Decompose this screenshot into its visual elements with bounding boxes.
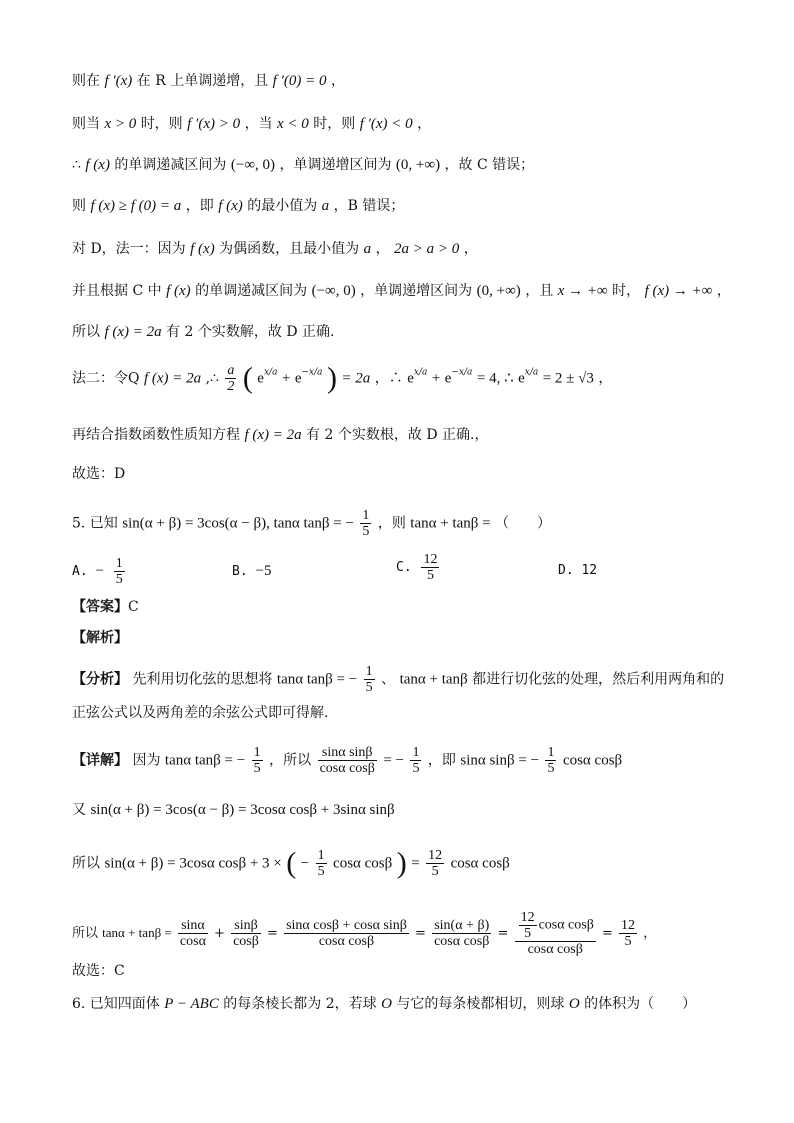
math-expr: f (x)	[190, 241, 215, 257]
numerator: sinα	[178, 918, 208, 934]
text: ，	[598, 370, 613, 387]
math-expr: e	[257, 370, 264, 387]
choice-label: A.	[72, 564, 96, 579]
text: 的单调递减区间为	[195, 283, 308, 299]
math-expr: cosα cosβ	[562, 752, 623, 769]
math-expr: +	[431, 370, 441, 387]
numerator: 1	[365, 664, 373, 679]
numerator: 12	[520, 910, 535, 925]
text: 并且根据 C 中	[72, 283, 162, 299]
choice-label: D.	[558, 563, 582, 578]
bracket: 【	[72, 630, 86, 646]
text: 时，	[612, 283, 641, 299]
math-expr: tanα + tanβ =	[102, 925, 172, 940]
denominator: cosα cosβ	[319, 761, 375, 776]
fraction	[114, 556, 125, 587]
left-paren: (	[242, 361, 253, 395]
math-expr: a	[363, 241, 372, 257]
text: 、	[381, 671, 396, 688]
math-expr: f (x) = 2a	[244, 427, 302, 443]
right-paren: )	[326, 361, 337, 395]
exponent: −x/a	[301, 367, 323, 378]
text: 时，则	[140, 116, 183, 132]
text: ，	[643, 926, 657, 941]
denominator: 5	[412, 761, 420, 776]
detail-line-2	[72, 801, 395, 819]
text-line-3	[72, 156, 534, 174]
text: 都进行切化弦的处理，然后利用两角和的	[472, 671, 725, 688]
numerator: sinβ	[231, 918, 261, 934]
bracket: 】	[114, 599, 128, 615]
text: 法二：令Q	[72, 370, 140, 387]
fraction	[284, 918, 409, 949]
text: 有 2 个实数根，故 D 正确.，	[306, 427, 489, 443]
denominator: 2	[227, 379, 235, 394]
fraction	[360, 508, 371, 539]
math-expr: (0, +∞)	[395, 157, 441, 173]
math-expr: tanα + tanβ =	[410, 515, 491, 532]
fraction	[432, 918, 491, 949]
text: 的每条棱长都为 2，若球	[223, 996, 377, 1012]
question-6	[72, 995, 696, 1013]
question-5	[72, 508, 551, 539]
math-expr: f ′(x) < 0	[359, 116, 413, 132]
text: ，则	[377, 515, 406, 532]
numerator: 12	[423, 552, 438, 567]
math-expr: tanα tanβ = −	[164, 752, 246, 769]
math-expr: sin(α + β) = 3cos(α − β) = 3cosα cosβ + 3sinα sinβ	[90, 802, 395, 818]
math-expr: cosα cosβ	[333, 855, 393, 872]
text: ，	[330, 73, 345, 89]
text: 有 2 个实数解，故 D 正确.	[166, 324, 335, 340]
exponent: x/a	[263, 367, 278, 378]
text: ，单调递增区间为	[360, 283, 473, 299]
math-expr: =	[497, 926, 509, 941]
fraction	[410, 745, 421, 776]
numerator	[515, 910, 596, 942]
denominator: 5	[431, 864, 439, 879]
math-expr: = 2 ± √3	[542, 370, 594, 387]
analysis-line-2	[72, 704, 328, 722]
math-expr: (−∞, 0)	[230, 157, 276, 173]
fraction	[178, 918, 208, 949]
fraction	[225, 363, 236, 394]
text: ，∴	[374, 370, 403, 387]
question-number: 6. 已知四面体	[72, 996, 160, 1012]
text: 故选：C	[72, 963, 125, 979]
choice-b	[232, 563, 271, 580]
math-expr: f (x) → +∞	[644, 283, 713, 299]
choice-d	[558, 563, 597, 578]
text: 与它的每条棱都相切，则球	[396, 996, 565, 1012]
math-expr: sin(α + β) = 3cos(α − β), tanα tanβ = −	[122, 515, 354, 532]
math-expr: e	[518, 370, 525, 387]
compound-fraction	[515, 910, 596, 957]
left-paren: (	[286, 846, 297, 880]
answer-value: C	[128, 599, 139, 615]
math-expr: f ′(x)	[104, 73, 133, 89]
text: ，即	[185, 198, 214, 214]
numerator: sin(α + β)	[432, 918, 491, 934]
text: 时，则	[313, 116, 356, 132]
math-expr: x → +∞	[557, 283, 608, 299]
exponent: x/a	[524, 367, 539, 378]
denominator: 5	[253, 761, 261, 776]
answer-blank: （ ）	[495, 515, 552, 532]
fraction	[318, 745, 377, 776]
exponent: −x/a	[451, 367, 473, 378]
text: ，所以	[269, 752, 312, 769]
math-expr: cosα cosβ	[538, 917, 594, 933]
analysis-line-1	[72, 664, 724, 695]
math-expr: f ′(0) = 0	[272, 73, 327, 89]
math-expr: e	[444, 370, 452, 387]
math-expr: +	[281, 370, 291, 387]
text: 为偶函数，且最小值为	[219, 241, 360, 257]
text: ，单调递增区间为	[279, 157, 392, 173]
fraction	[519, 910, 537, 941]
therefore-symbol: ∴	[72, 157, 81, 173]
text: 所以	[72, 926, 99, 941]
text: 再结合指数函数性质知方程	[72, 427, 240, 443]
choice-c	[396, 552, 441, 583]
math-expr: tanα + tanβ	[399, 671, 468, 688]
math-expr: tanα tanβ = −	[276, 671, 358, 688]
math-expr: cosα cosβ	[450, 855, 510, 872]
choice-a	[72, 556, 127, 587]
math-expr: f (x) ≥ f (0) = a	[90, 198, 182, 214]
math-expr: = 2a	[341, 370, 371, 387]
choice-label: C.	[396, 560, 420, 575]
math-expr: e	[407, 370, 414, 387]
text: ，	[417, 116, 432, 132]
math-expr: e	[294, 370, 302, 387]
math-expr: f (x)	[85, 157, 110, 173]
text: ，即	[427, 752, 456, 769]
math-expr: f ′(x) > 0	[187, 116, 241, 132]
math-expr: =	[267, 926, 278, 941]
text: 正弦公式以及两角差的余弦公式即可得解.	[72, 705, 329, 721]
math-expr: (−∞, 0)	[311, 283, 356, 299]
math-expr: f (x)	[218, 198, 243, 214]
detail-line-4	[72, 910, 656, 957]
text: 的体积为（ ）	[584, 996, 697, 1012]
math-expr: 2a > a > 0	[394, 241, 460, 257]
denominator: cosα	[179, 934, 206, 949]
text: 的单调递减区间为	[114, 157, 227, 173]
numerator: sinα sinβ	[318, 745, 377, 761]
math-expr: =	[411, 855, 420, 872]
text: ，	[375, 241, 390, 257]
text: ，	[716, 283, 731, 299]
math-expr: a	[321, 198, 330, 214]
text: 则当	[72, 116, 100, 132]
denominator: 5	[365, 680, 373, 695]
math-expr: x < 0	[277, 116, 309, 132]
denominator: cosβ	[233, 934, 259, 949]
denominator: 5	[317, 864, 325, 879]
answer-line	[72, 598, 139, 616]
math-expr: +	[214, 926, 225, 941]
text-line-1	[72, 72, 345, 90]
detail-line-3	[72, 848, 510, 879]
text: 故选：D	[72, 466, 126, 482]
analysis-header	[72, 629, 128, 647]
text: ，	[463, 241, 478, 257]
text-line-10	[72, 465, 125, 483]
text: 又	[72, 802, 86, 818]
denominator: cosα cosβ	[318, 934, 375, 949]
text-line-8	[72, 363, 612, 394]
text: 在 R 上单调递增，且	[136, 73, 269, 89]
numerator: 1	[362, 508, 370, 523]
detail-tag: 【详解】	[72, 752, 128, 769]
denominator: 5	[115, 572, 123, 587]
denominator: 5	[362, 524, 370, 539]
question-number: 5. 已知	[72, 515, 118, 532]
math-expr: sinα sinβ = −	[460, 752, 540, 769]
choice-value: 12	[581, 563, 598, 578]
answer-tag: 答案	[86, 599, 114, 615]
numerator: 1	[317, 848, 325, 863]
numerator: a	[227, 363, 235, 378]
exponent: x/a	[413, 367, 428, 378]
fraction	[619, 918, 637, 949]
math-expr: (0, +∞)	[476, 283, 521, 299]
fraction	[252, 745, 263, 776]
text: ，且	[525, 283, 554, 299]
numerator: 1	[115, 556, 123, 571]
fraction	[231, 918, 261, 949]
math-expr: −	[95, 563, 104, 579]
math-expr: = 4, ∴	[476, 370, 514, 387]
denominator: 5	[547, 761, 555, 776]
text: 则在	[72, 73, 100, 89]
detail-line-1	[72, 745, 622, 776]
text: ，故 C 错误；	[444, 157, 535, 173]
fraction	[545, 745, 556, 776]
math-expr: −	[300, 855, 310, 872]
numerator: 1	[253, 745, 261, 760]
math-expr: f (x) = 2a	[104, 324, 162, 340]
math-expr: = −	[383, 752, 404, 769]
analysis-tag: 解析	[86, 630, 114, 646]
numerator: 12	[428, 848, 443, 863]
numerator: 12	[621, 918, 636, 933]
math-expr: f (x)	[166, 283, 191, 299]
math-expr: f (x) = 2a	[143, 370, 202, 387]
math-expr: O	[381, 996, 392, 1012]
numerator: sinα cosβ + cosα sinβ	[286, 918, 407, 933]
text-line-6	[72, 282, 731, 300]
fraction	[364, 664, 375, 695]
denominator: 5	[624, 934, 632, 949]
text: 的最小值为	[247, 198, 318, 214]
bracket: 【	[72, 599, 86, 615]
math-expr: x > 0	[104, 116, 137, 132]
numerator: 1	[547, 745, 555, 760]
text: 所以	[72, 855, 100, 872]
text: ，B 错误；	[333, 198, 405, 214]
math-expr: P − ABC	[164, 996, 219, 1012]
denominator: cosα cosβ	[527, 942, 583, 957]
text-line-9	[72, 426, 488, 444]
math-expr: sin(α + β) = 3cosα cosβ + 3 ×	[104, 855, 282, 872]
text: 则	[72, 198, 86, 214]
denominator: cosα cosβ	[434, 934, 490, 949]
text: 先利用切化弦的思想将	[132, 671, 273, 688]
bracket: 】	[114, 630, 128, 646]
right-paren: )	[396, 846, 407, 880]
math-expr: =	[415, 926, 426, 941]
text-line-4	[72, 197, 404, 215]
numerator: 1	[412, 745, 420, 760]
math-expr: =	[602, 926, 613, 941]
math-expr: −5	[255, 563, 272, 579]
text-line-7	[72, 323, 334, 341]
text: 所以	[72, 324, 100, 340]
text: 因为	[132, 752, 161, 769]
denominator: 5	[426, 568, 434, 583]
denominator: 5	[524, 926, 532, 941]
fraction	[316, 848, 327, 879]
analysis-tag: 【分析】	[72, 671, 128, 688]
math-expr: O	[568, 996, 580, 1012]
fraction	[421, 552, 439, 583]
text-line-2	[72, 115, 431, 133]
choice-label: B.	[232, 564, 256, 579]
text: ，当	[244, 116, 273, 132]
text: ,∴	[205, 370, 219, 387]
text: 对 D，法一：因为	[72, 241, 186, 257]
text-line-5	[72, 240, 478, 258]
final-choice	[72, 962, 125, 980]
fraction	[426, 848, 444, 879]
